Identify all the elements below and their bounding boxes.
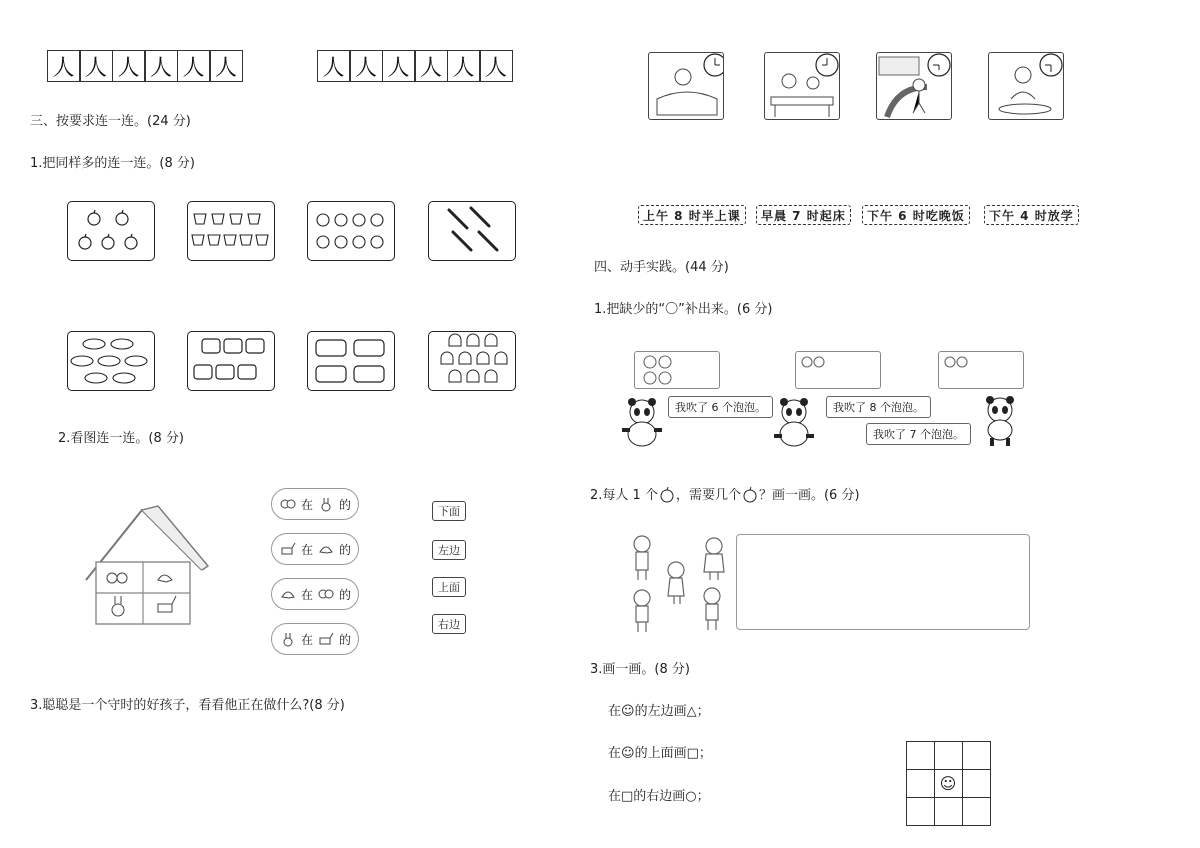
- character-cell: 人: [414, 50, 448, 82]
- cloud-text-de: 的: [339, 587, 352, 602]
- position-option-below[interactable]: 下面: [432, 501, 466, 521]
- grid-cell[interactable]: [906, 741, 935, 770]
- pens-box[interactable]: [428, 201, 516, 261]
- smiley-icon: ☺: [621, 746, 635, 761]
- circle-icon: [939, 352, 1023, 388]
- grid-cell[interactable]: [962, 797, 991, 826]
- drawing-grid: [906, 741, 990, 825]
- apple-icon: [741, 485, 759, 503]
- question-4-2-text-b: ，需要几个: [675, 488, 741, 503]
- bubble-box-3[interactable]: [938, 351, 1024, 389]
- smiley-icon: ☺: [621, 704, 635, 719]
- plates-icon: [68, 332, 154, 390]
- grid-cell[interactable]: [934, 741, 963, 770]
- rabbit-icon: [279, 630, 297, 648]
- panda-icon: [620, 396, 664, 448]
- apple-icon: [658, 485, 676, 503]
- scene-waking-up[interactable]: [648, 52, 724, 120]
- pencil-box-icon: [188, 332, 274, 390]
- erasers-box[interactable]: [307, 331, 395, 391]
- panda-icon: [772, 396, 816, 448]
- scene-eating-dinner[interactable]: [988, 52, 1064, 120]
- instruction-2-b: 的上面画□；: [634, 746, 712, 761]
- scene-studying[interactable]: [764, 52, 840, 120]
- grid-cell[interactable]: [934, 797, 963, 826]
- bubble-box-2[interactable]: [795, 351, 881, 389]
- character-cell: 人: [447, 50, 481, 82]
- deer-icon: [279, 540, 297, 558]
- eraser-icon: [308, 332, 394, 390]
- apples-box[interactable]: [67, 201, 155, 261]
- panda-icon: [978, 394, 1022, 446]
- question-3-title: 3.聪聪是一个守时的好孩子，看看他正在做什么?(8 分): [30, 698, 345, 713]
- position-option-right[interactable]: 右边: [432, 614, 466, 634]
- position-cloud-2[interactable]: [271, 533, 359, 565]
- cloud-text-zai: 在: [300, 497, 313, 512]
- position-option-left[interactable]: 左边: [432, 540, 466, 560]
- character-cell: 人: [382, 50, 416, 82]
- cloud-text-zai: 在: [300, 632, 313, 647]
- pencil-boxes-box[interactable]: [187, 331, 275, 391]
- cloud-text-de: 的: [339, 497, 352, 512]
- scene-running-home[interactable]: [876, 52, 952, 120]
- cups-icon: [188, 202, 274, 260]
- speech-bubble-6: 我吹了 6 个泡泡。: [668, 396, 773, 418]
- character-grid-2: [318, 50, 513, 82]
- question-2-title: 2.看图连一连。(8 分): [58, 431, 184, 446]
- pens-icon: [429, 202, 515, 260]
- bird-icon: [317, 540, 335, 558]
- waking-up-scene-icon: [649, 53, 723, 119]
- character-cell: 人: [209, 50, 243, 82]
- character-cell: 人: [144, 50, 178, 82]
- instruction-3: 在□的右边画○；: [608, 789, 710, 804]
- cloud-text-zai: 在: [300, 587, 313, 602]
- studying-scene-icon: [765, 53, 839, 119]
- character-cell: 人: [112, 50, 146, 82]
- time-label-830-class[interactable]: 上午 8 时半上课: [638, 205, 746, 225]
- time-label-6-dinner[interactable]: 下午 6 时吃晚饭: [862, 205, 970, 225]
- instruction-1-b: 的左边画△；: [634, 704, 710, 719]
- grid-cell[interactable]: [962, 769, 991, 798]
- running-home-scene-icon: [877, 53, 951, 119]
- position-cloud-4[interactable]: [271, 623, 359, 655]
- bells-box[interactable]: [428, 331, 516, 391]
- eating-dinner-scene-icon: [989, 53, 1063, 119]
- grid-cell[interactable]: [906, 769, 935, 798]
- instruction-1-a: 在: [608, 704, 622, 719]
- position-cloud-3[interactable]: [271, 578, 359, 610]
- grid-cell[interactable]: [962, 741, 991, 770]
- character-cell: 人: [349, 50, 383, 82]
- children-group-icon: [626, 530, 732, 634]
- butterfly-icon: [279, 495, 297, 513]
- plates-box[interactable]: [67, 331, 155, 391]
- question-1-title: 1.把同样多的连一连。(8 分): [30, 156, 195, 171]
- character-cell: 人: [317, 50, 351, 82]
- house-diagram: [82, 500, 212, 630]
- peaches-icon: [308, 202, 394, 260]
- instruction-1: [608, 700, 710, 719]
- section-4-title: 四、动手实践。(44 分): [594, 260, 729, 275]
- deer-icon: [317, 630, 335, 648]
- apples-icon: [68, 202, 154, 260]
- cups-box[interactable]: [187, 201, 275, 261]
- grid-cell-center-smiley: ☺: [934, 769, 963, 798]
- drawing-area[interactable]: [736, 534, 1030, 630]
- butterfly-icon: [317, 585, 335, 603]
- character-cell: 人: [79, 50, 113, 82]
- cloud-text-de: 的: [339, 542, 352, 557]
- bell-icon: [429, 332, 515, 390]
- character-cell: 人: [47, 50, 81, 82]
- position-cloud-1[interactable]: [271, 488, 359, 520]
- instruction-2: [608, 742, 712, 761]
- circle-icon: [796, 352, 880, 388]
- circle-icon: [635, 352, 719, 388]
- instruction-2-a: 在: [608, 746, 622, 761]
- question-4-2-text-a: 2.每人 1 个: [590, 488, 658, 503]
- speech-bubble-8: 我吹了 8 个泡泡。: [826, 396, 931, 418]
- bird-icon: [279, 585, 297, 603]
- grid-cell[interactable]: [906, 797, 935, 826]
- bubble-box-1[interactable]: [634, 351, 720, 389]
- character-cell: 人: [479, 50, 513, 82]
- speech-bubble-7: 我吹了 7 个泡泡。: [866, 423, 971, 445]
- question-4-3-title: 3.画一画。(8 分): [590, 662, 690, 677]
- question-4-2-text-c: ？画一画。(6 分): [758, 488, 860, 503]
- cloud-text-zai: 在: [300, 542, 313, 557]
- position-option-above[interactable]: 上面: [432, 577, 466, 597]
- time-label-7-wake[interactable]: 早晨 7 时起床: [756, 205, 851, 225]
- rabbit-icon: [317, 495, 335, 513]
- section-3-title: 三、按要求连一连。(24 分): [30, 114, 191, 129]
- character-cell: 人: [177, 50, 211, 82]
- character-grid-1: [48, 50, 243, 82]
- question-4-1-title: 1.把缺少的“〇”补出来。(6 分): [594, 302, 773, 317]
- time-label-4-school-out[interactable]: 下午 4 时放学: [984, 205, 1079, 225]
- peaches-box[interactable]: [307, 201, 395, 261]
- cloud-text-de: 的: [339, 632, 352, 647]
- question-4-2-title: [590, 484, 860, 503]
